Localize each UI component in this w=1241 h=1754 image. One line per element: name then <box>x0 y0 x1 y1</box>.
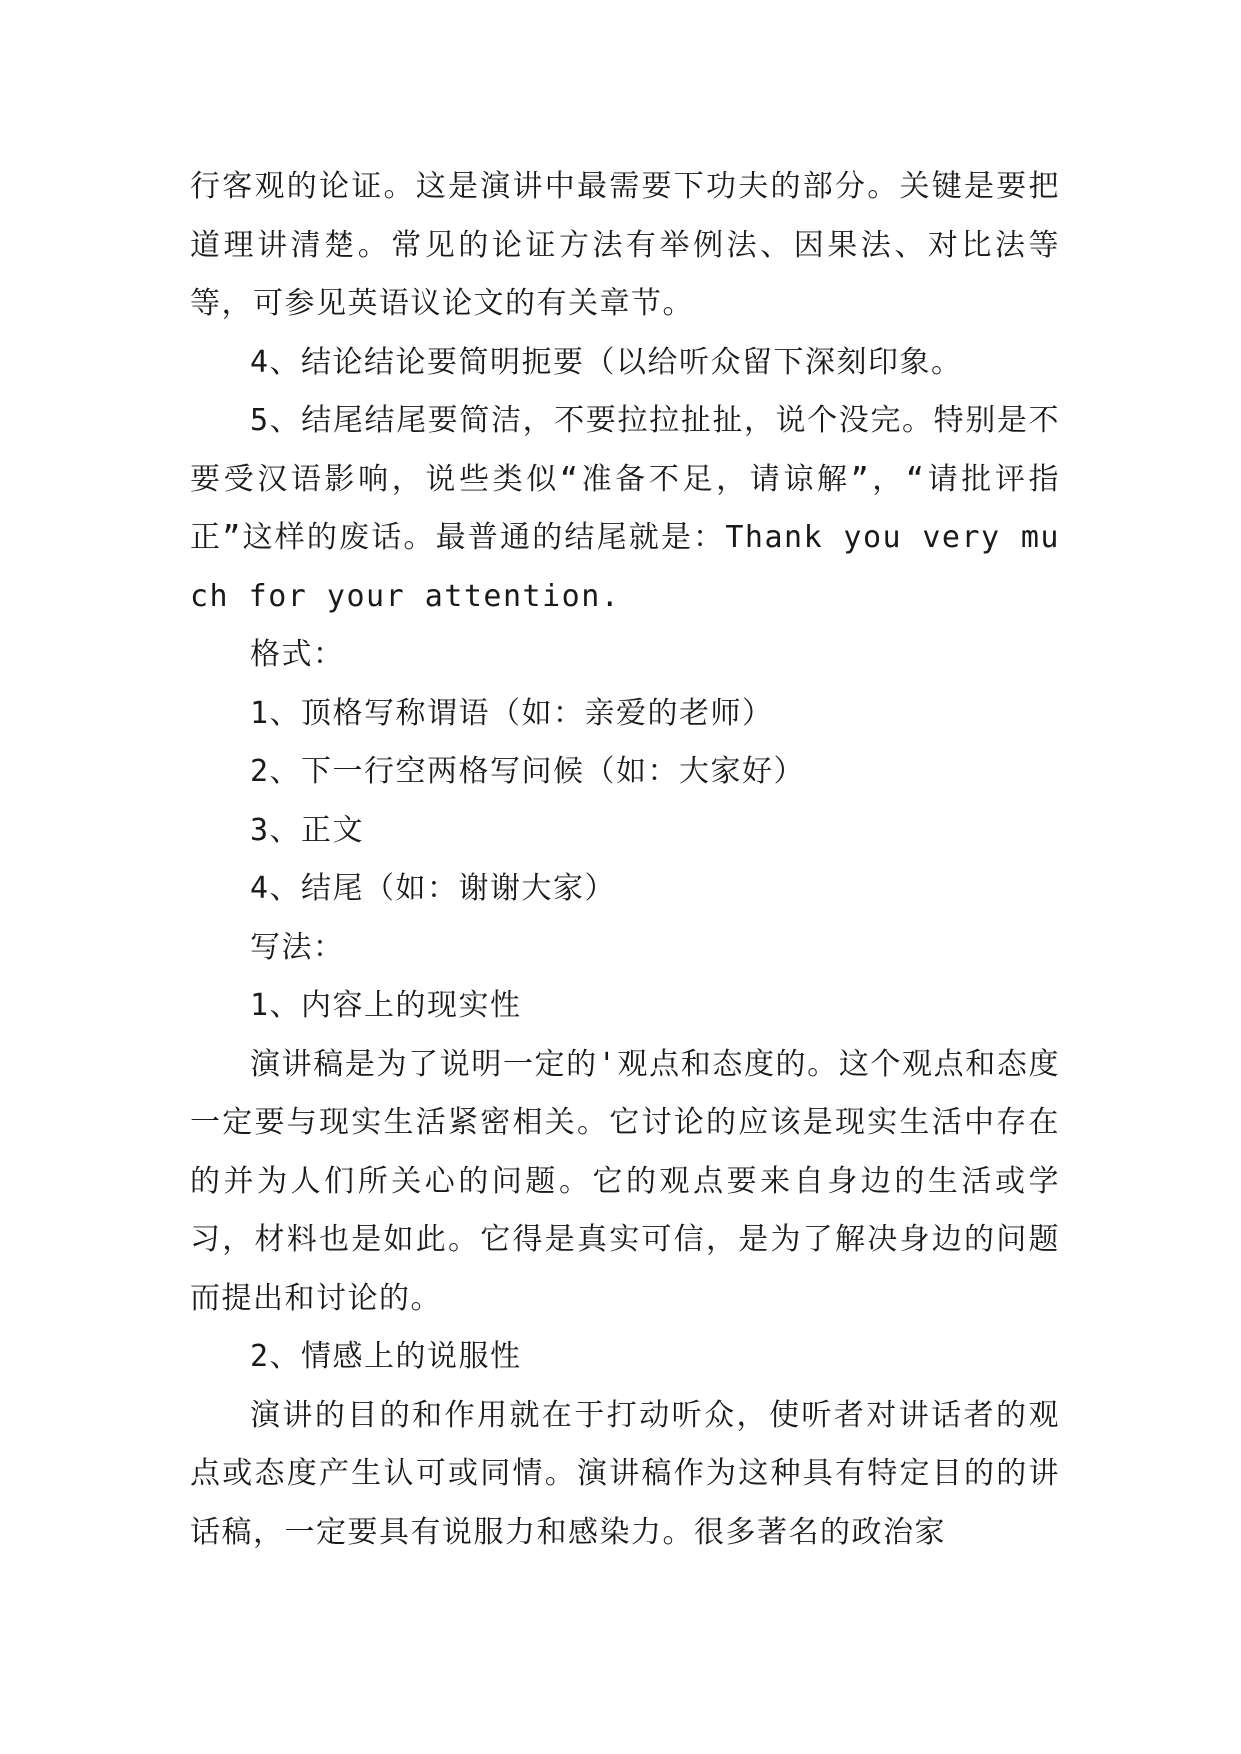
format-item-4: 4、结尾（如：谢谢大家） <box>250 871 617 906</box>
method-heading-1: 1、内容上的现实性 <box>250 988 522 1023</box>
paragraph-conclusion: 4、结论结论要简明扼要（以给听众留下深刻印象。 <box>250 344 963 380</box>
format-item-2: 2、下一行空两格写问候（如：大家好） <box>250 754 806 789</box>
document-body <box>190 158 1060 1562</box>
format-item-3: 3、正文 <box>250 812 365 848</box>
paragraph-argument-continued: 行客观的论证。这是演讲中最需要下功夫的部分。关键是要把道理讲清楚。常见的论证方法有举例法、因果法、对比法等等，可参见英语议论文的有关章节。 <box>190 169 1060 321</box>
paragraph-persuasion: 演讲的目的和作用就在于打动听众，使听者对讲话者的观点或态度产生认可或同情。演讲稿作为这种具有特定目的的讲话稿，一定要具有说服力和感染力。很多著名的政治家 <box>190 1397 1060 1550</box>
format-item-1: 1、顶格写称谓语（如：亲爱的老师） <box>250 695 774 731</box>
method-heading-2: 2、情感上的说服性 <box>250 1339 522 1374</box>
paragraph-reality: 演讲稿是为了说明一定的'观点和态度的。这个观点和态度一定要与现实生活紧密相关。它讨论的应该是现实生活中存在的并为人们所关心的问题。它的观点要来自身边的生活或学习，材料也是如此。它得是真实可信，是为了解决身边的问题而提出和讨论的。 <box>190 1046 1060 1316</box>
heading-format: 格式： <box>250 637 345 672</box>
heading-writing-method: 写法： <box>250 929 345 965</box>
paragraph-ending: 5、结尾结尾要简洁，不要拉拉扯扯，说个没完。特别是不要受汉语影响，说些类似“准备不足，请谅解”，“请批评指正”这样的废话。最普通的结尾就是：Thank you very much for your attention. <box>190 403 1060 614</box>
